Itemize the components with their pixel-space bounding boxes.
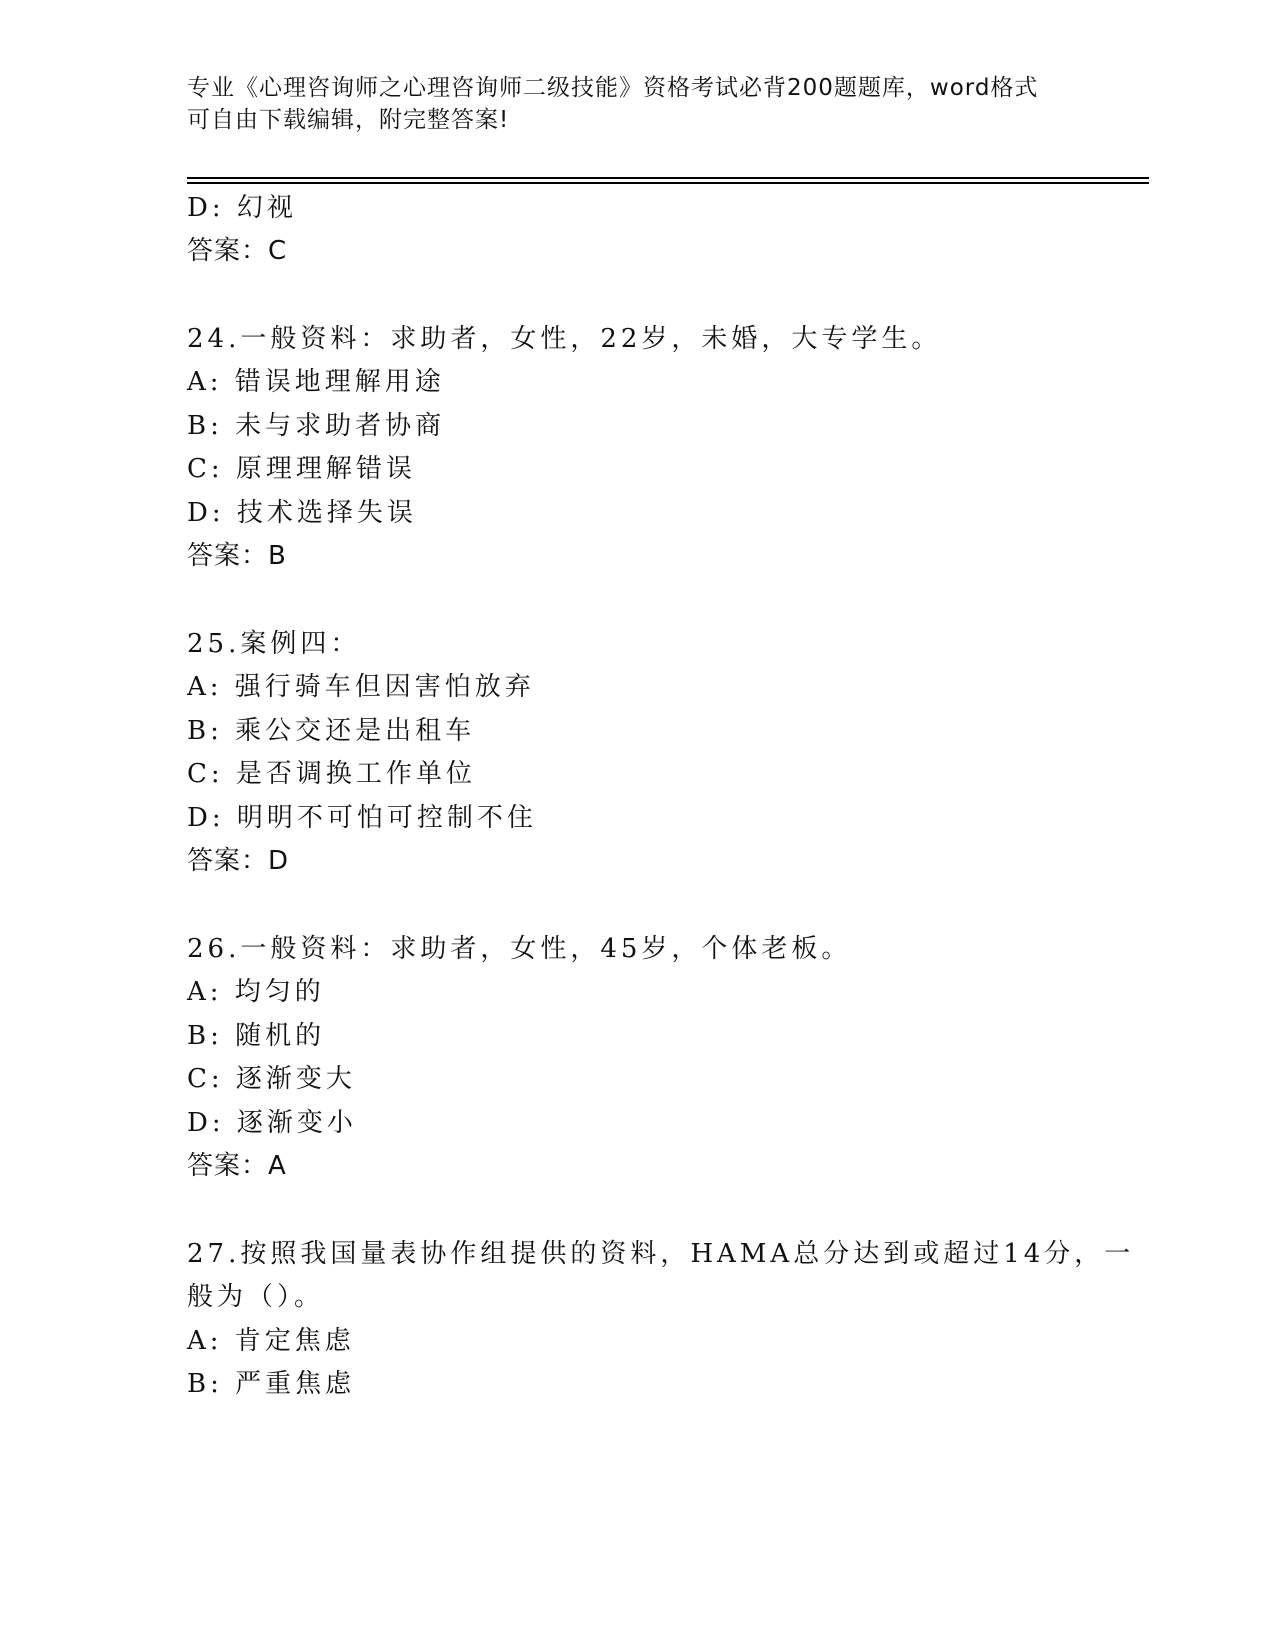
question-24-stem: 24.一般资料：求助者，女性，22岁，未婚，大专学生。 xyxy=(187,324,942,354)
question-27-stem-line-1: 27.按照我国量表协作组提供的资料，HAMA总分达到或超过14分，一 xyxy=(187,1239,1135,1269)
question-25-option-b: B: 乘公交还是出租车 xyxy=(187,716,476,746)
question-25-option-a: A: 强行骑车但因害怕放弃 xyxy=(187,672,535,702)
question-26-option-b: B: 随机的 xyxy=(187,1021,326,1051)
question-27-stem-line-2: 般为（）。 xyxy=(187,1282,325,1312)
question-26-option-c: C: 逐渐变大 xyxy=(187,1064,356,1094)
header-line-1: 专业《心理咨询师之心理咨询师二级技能》资格考试必背200题题库，word格式 xyxy=(187,75,1039,101)
question-26-stem: 26.一般资料：求助者，女性，45岁，个体老板。 xyxy=(187,934,852,964)
question-24-option-a: A: 错误地理解用途 xyxy=(187,367,445,397)
prev-answer: 答案：C xyxy=(187,236,288,266)
question-25-option-d: D: 明明不可怕可控制不住 xyxy=(187,803,537,833)
question-24-option-b: B: 未与求助者协商 xyxy=(187,411,446,441)
question-26-option-a: A: 均匀的 xyxy=(187,977,325,1007)
header-divider-top xyxy=(187,177,1149,179)
question-25-answer: 答案：D xyxy=(187,846,290,876)
page-header xyxy=(187,72,1087,136)
question-25-option-c: C: 是否调换工作单位 xyxy=(187,759,476,789)
header-line-2: 可自由下载编辑，附完整答案! xyxy=(187,107,510,133)
question-24-answer: 答案：B xyxy=(187,541,287,571)
question-27-option-b: B: 严重焦虑 xyxy=(187,1369,356,1399)
question-27-option-a: A: 肯定焦虑 xyxy=(187,1326,355,1356)
question-26-answer: 答案：A xyxy=(187,1151,287,1181)
prev-option-d: D: 幻视 xyxy=(187,193,297,223)
question-24-option-c: C: 原理理解错误 xyxy=(187,454,416,484)
question-25-stem: 25.案例四： xyxy=(187,629,361,659)
header-divider-bottom xyxy=(187,182,1149,184)
question-26-option-d: D: 逐渐变小 xyxy=(187,1108,357,1138)
question-24-option-d: D: 技术选择失误 xyxy=(187,498,417,528)
